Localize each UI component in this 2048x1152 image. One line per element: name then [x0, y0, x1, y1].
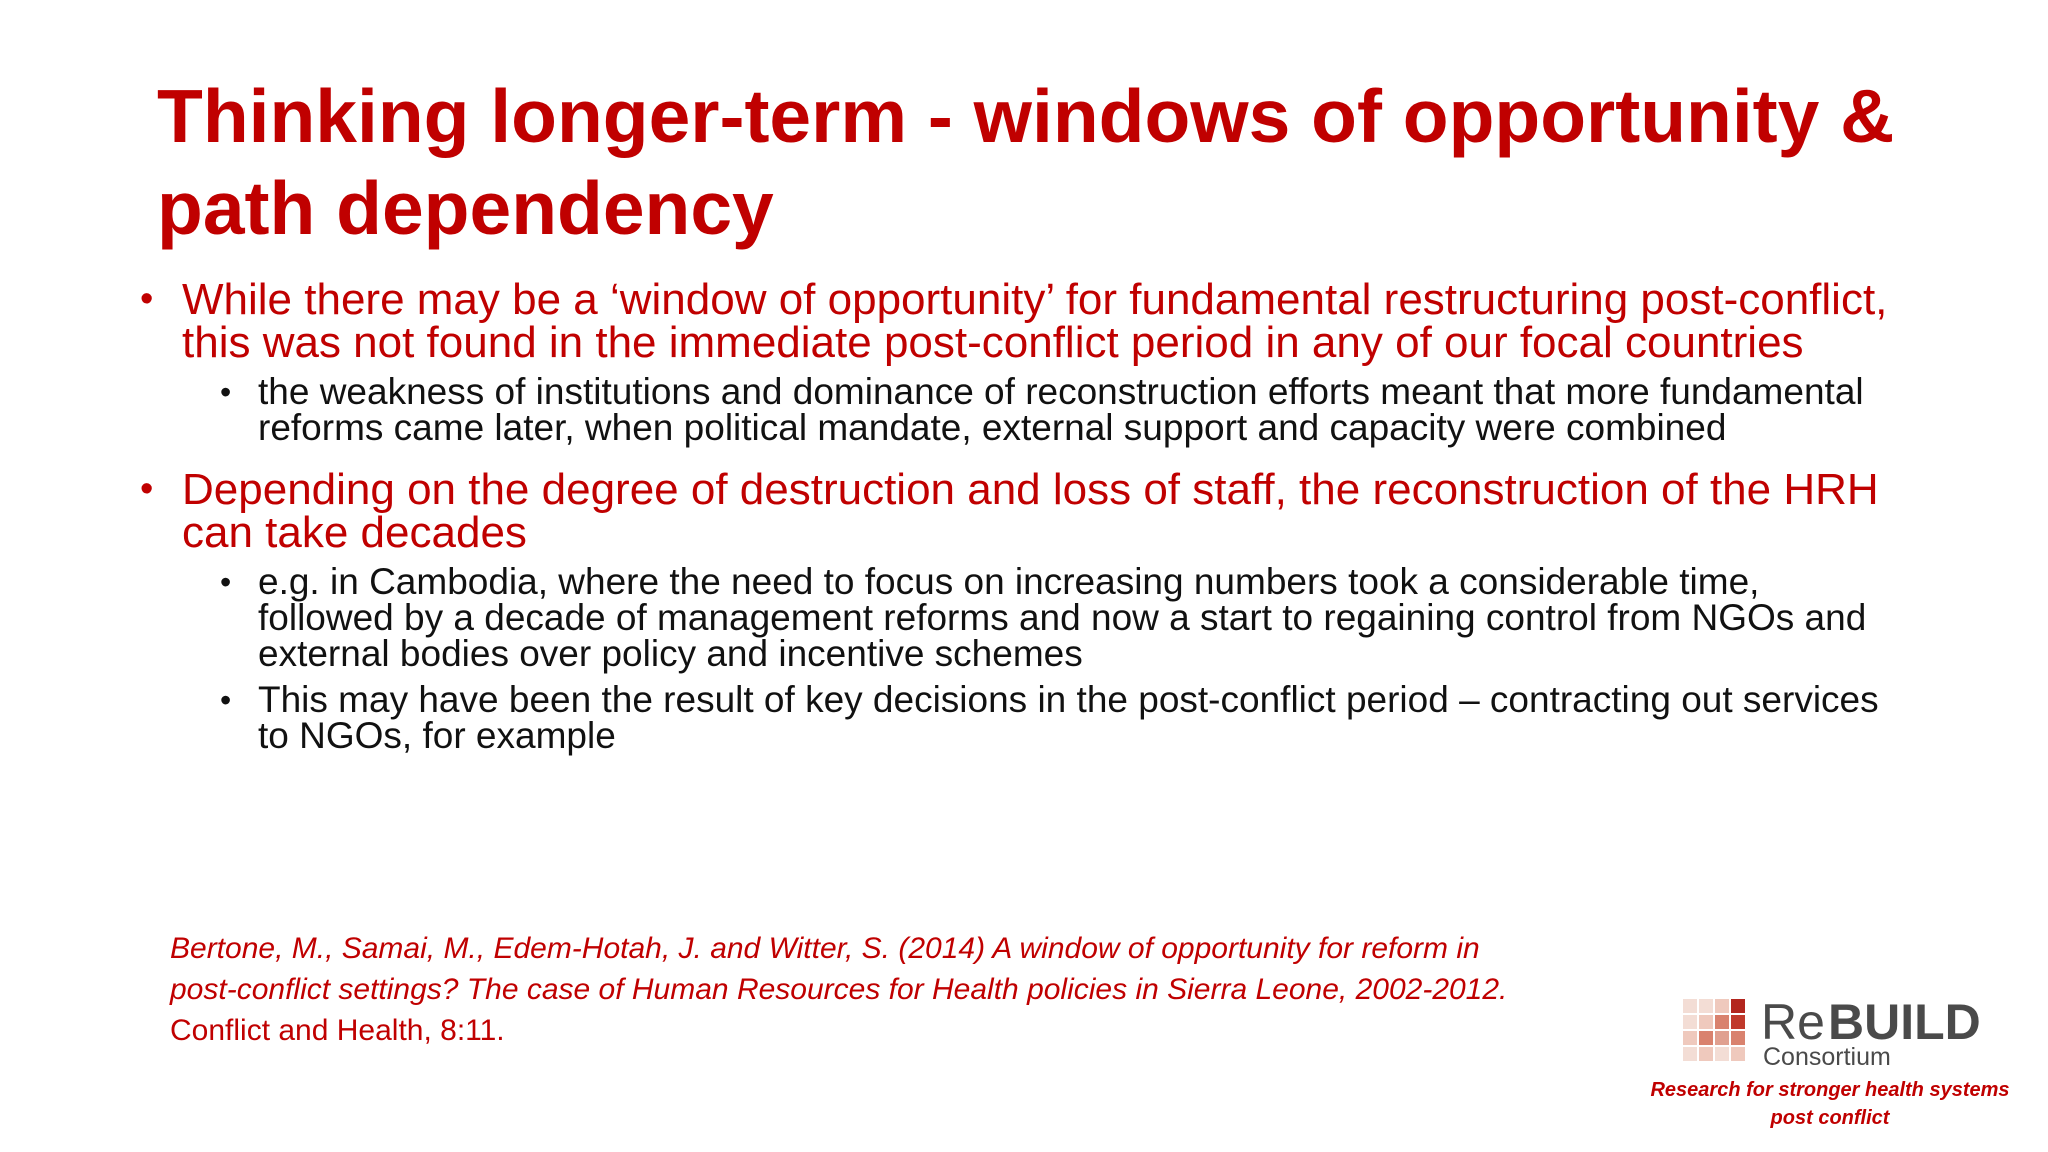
sub-bullet-weak-institutions — [140, 371, 1900, 448]
rebuild-logo — [1683, 995, 1983, 1067]
logo-re: Re — [1761, 995, 1825, 1050]
logo-square — [1683, 1015, 1697, 1029]
bullet-dot-icon: • — [140, 468, 154, 510]
logo-square — [1731, 1031, 1745, 1045]
bullet-hrh-decades — [140, 465, 1900, 557]
bullet-dot-icon: • — [220, 374, 232, 410]
logo-square — [1731, 1015, 1745, 1029]
logo-square — [1699, 1031, 1713, 1045]
bullet-dot-icon: • — [220, 682, 232, 718]
logo-square — [1699, 1015, 1713, 1029]
logo-square — [1699, 1047, 1713, 1061]
sub-bullet-cambodia — [140, 561, 1900, 674]
citation-reference: Bertone, M., Samai, M., Edem-Hotah, J. and Witter, S. (2014) A window of opportunity for reform in post-conflict settings? The case of Human Resources for Health policies in Sierra Leone, 2002-2012. — [170, 932, 1508, 1006]
sub-bullet-list — [140, 371, 1900, 448]
bullet-dot-icon: • — [140, 278, 154, 320]
logo-consortium: Consortium — [1763, 1043, 1891, 1067]
citation — [170, 928, 1530, 1051]
logo-square — [1731, 1047, 1745, 1061]
sub-bullet-contracting-out — [140, 679, 1900, 756]
logo-square — [1699, 999, 1713, 1013]
logo-square — [1683, 999, 1697, 1013]
logo-square — [1683, 1031, 1697, 1045]
sub-bullet-list — [140, 561, 1900, 756]
slide-title: Thinking longer-term - windows of opportunity & path dependency — [157, 74, 1895, 250]
bullet-window-of-opportunity — [140, 275, 1900, 367]
citation-journal: Conflict and Health, 8:11. — [170, 1014, 505, 1047]
logo-tagline — [1640, 1076, 2020, 1132]
tagline-line2: post conflict — [1770, 1107, 1890, 1129]
sub-bullet-text: This may have been the result of key decisions in the post-conflict period – contracting out services to NGOs, for example — [258, 679, 1879, 756]
logo-square — [1715, 1047, 1729, 1061]
sub-bullet-text: e.g. in Cambodia, where the need to focus on increasing numbers took a considerable time, followed by a decade of management reforms and now a start to regaining control from NGOs and external bodies over policy and incentive schemes — [258, 561, 1867, 674]
logo-build: BUILD — [1828, 995, 1981, 1050]
logo-square — [1715, 1015, 1729, 1029]
logo-square — [1683, 1047, 1697, 1061]
logo-square — [1715, 999, 1729, 1013]
bullet-text: Depending on the degree of destruction and loss of staff, the reconstruction of the HRH can take decades — [182, 465, 1879, 557]
bullet-dot-icon: • — [220, 564, 232, 600]
bullet-text: While there may be a ‘window of opportunity’ for fundamental restructuring post-conflict, this was not found in the immediate post-conflict period in any of our focal countries — [182, 275, 1888, 367]
sub-bullet-text: the weakness of institutions and dominance of reconstruction efforts meant that more fundamental reforms came later, when political mandate, external support and capacity were combined — [258, 371, 1864, 448]
logo-square — [1715, 1031, 1729, 1045]
rebuild-logo-mark — [1683, 995, 1983, 1067]
tagline-line1: Research for stronger health systems — [1650, 1079, 2010, 1101]
bullet-list — [140, 275, 1900, 776]
logo-square — [1731, 999, 1745, 1013]
